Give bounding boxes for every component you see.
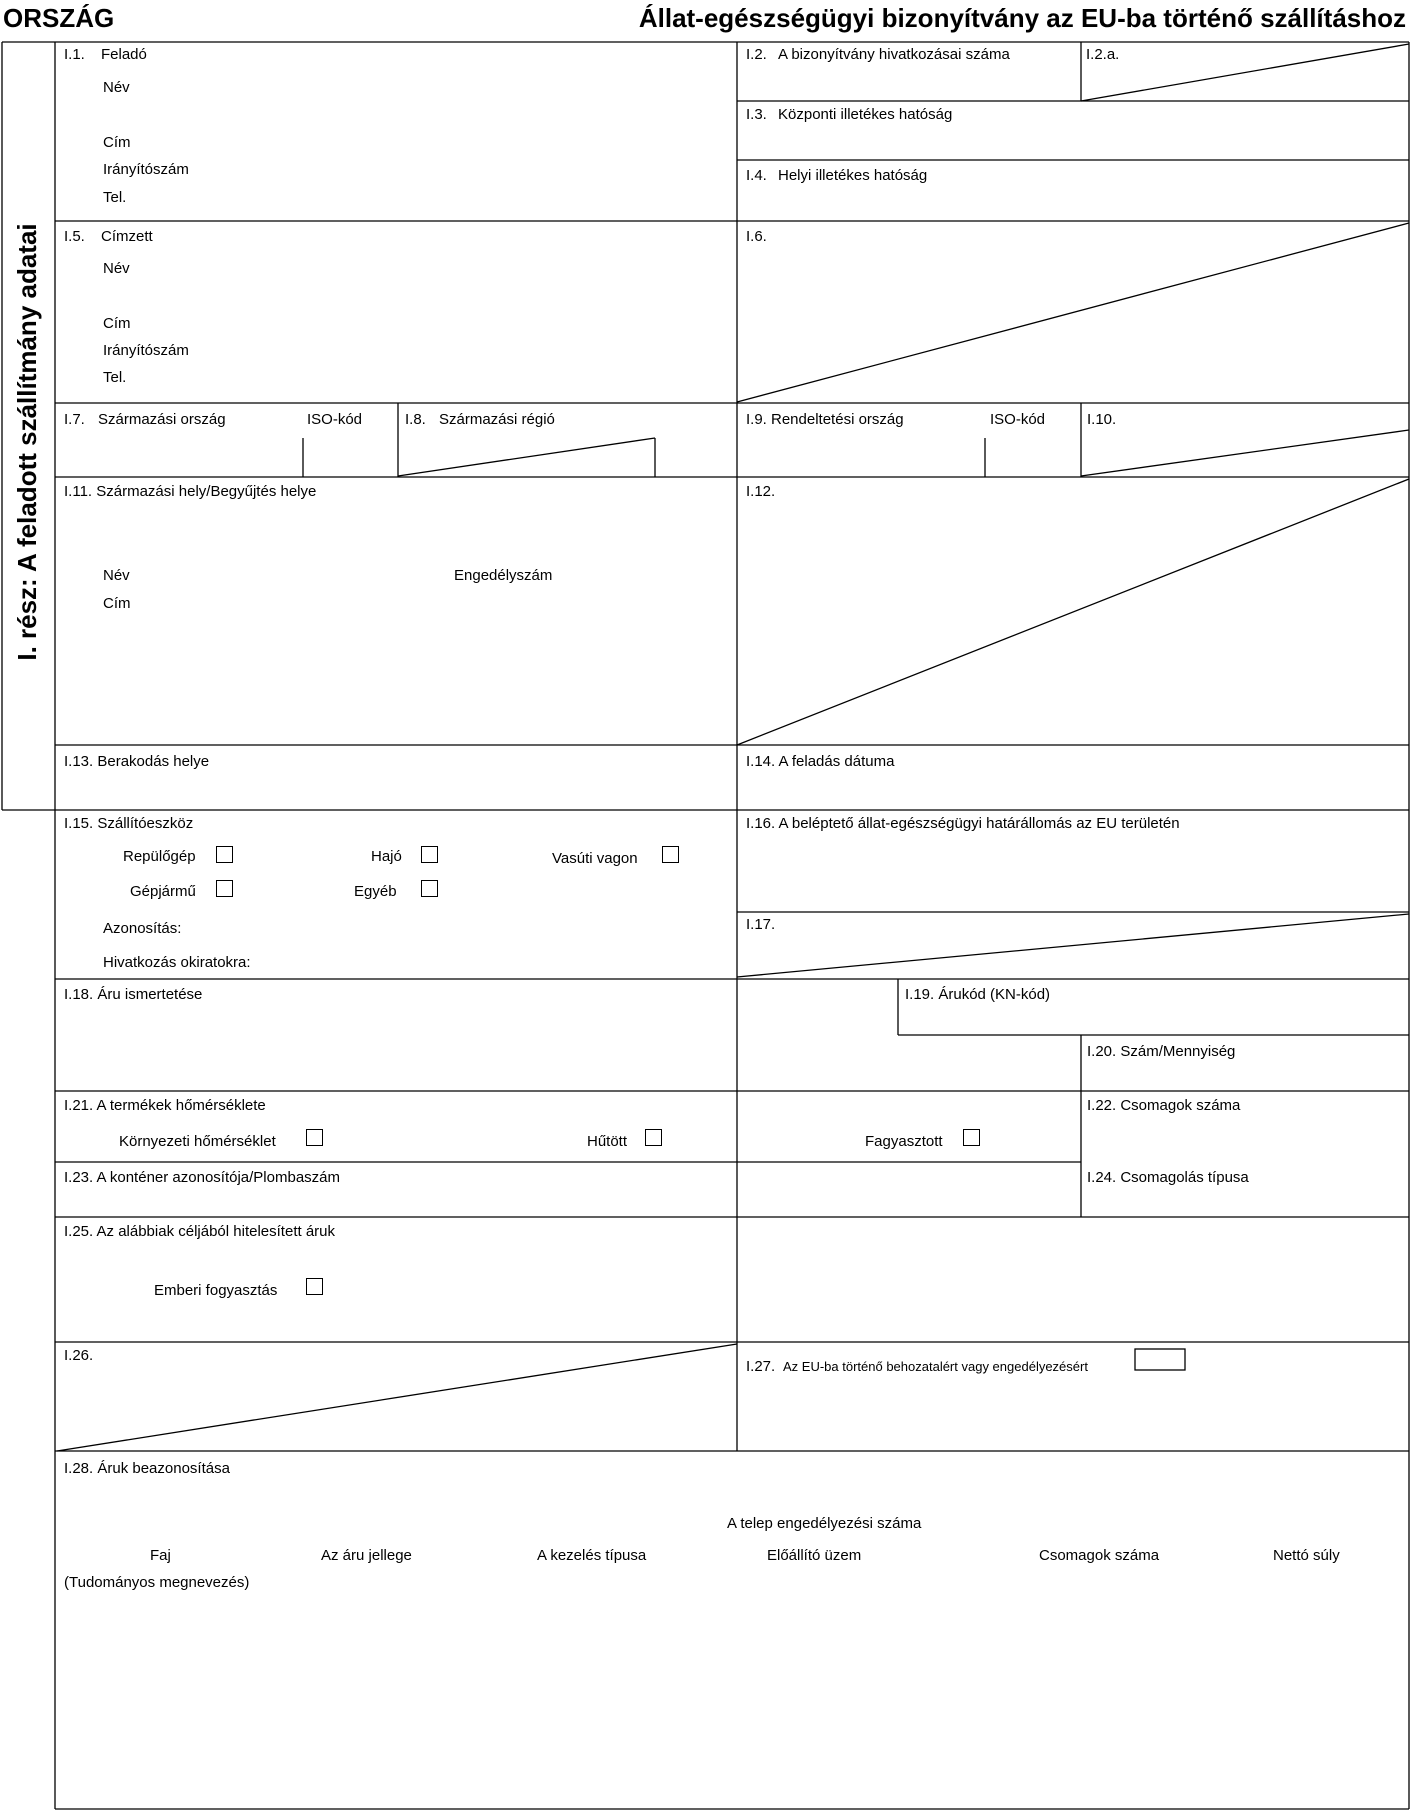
consignee-tel-label: Tel. (103, 369, 127, 386)
human-consumption-checkbox[interactable] (306, 1278, 323, 1295)
box-i28-title: I.28. Áruk beazonosítása (64, 1460, 230, 1477)
consignee-name-label: Név (103, 260, 130, 277)
certificate-title: Állat-egészségügyi bizonyítvány az EU-ba történő szállításhoz (638, 3, 1406, 33)
box-i8-number: I.8. (405, 411, 426, 428)
temp-ambient-checkbox[interactable] (306, 1129, 323, 1146)
origin-name-label: Név (103, 567, 130, 584)
box-i8-title: Származási régió (439, 411, 555, 428)
transport-road-label: Gépjármű (130, 883, 196, 900)
box-i17-number: I.17. (746, 916, 776, 933)
box-i2-number: I.2. (746, 46, 767, 63)
box-i7-iso-label: ISO-kód (307, 411, 363, 428)
country-heading: ORSZÁG (3, 3, 115, 33)
box-i20-title: I.20. Szám/Mennyiség (1087, 1043, 1236, 1060)
box-i27-checkbox[interactable] (1135, 1349, 1185, 1370)
temp-chilled-label: Hűtött (587, 1133, 628, 1150)
transport-airplane-label: Repülőgép (123, 848, 196, 865)
box-i13-title: I.13. Berakodás helye (64, 753, 210, 770)
box-i14-title: I.14. A feladás dátuma (746, 753, 895, 770)
transport-ship-label: Hajó (371, 848, 402, 865)
box-i1-title: Feladó (101, 46, 147, 63)
col-package-count: Csomagok száma (1039, 1547, 1160, 1564)
origin-license-label: Engedélyszám (454, 567, 553, 584)
consignor-address-label: Cím (103, 134, 131, 151)
transport-airplane-checkbox[interactable] (216, 846, 233, 863)
box-i6-number: I.6. (746, 228, 767, 245)
box-i15-title: I.15. Szállítóeszköz (64, 815, 194, 832)
temp-frozen-checkbox[interactable] (963, 1129, 980, 1146)
box-i27-number: I.27. (746, 1358, 776, 1375)
box-i27-text: Az EU-ba történő behozatalért vagy engedélyezésért (783, 1359, 1088, 1374)
side-section-label: I. rész: A feladott szállítmány adatai (12, 223, 42, 661)
box-i2a-number: I.2.a. (1086, 46, 1120, 63)
transport-other-checkbox[interactable] (421, 880, 438, 897)
consignee-zip-label: Irányítószám (103, 342, 189, 359)
box-i18-title: I.18. Áru ismertetése (64, 986, 203, 1003)
transport-ident-label: Azonosítás: (103, 920, 182, 937)
transport-other-label: Egyéb (354, 883, 397, 900)
box-i26-number: I.26. (64, 1347, 94, 1364)
box-i22-title: I.22. Csomagok száma (1087, 1097, 1241, 1114)
box-i10-number: I.10. (1087, 411, 1117, 428)
box-i5-number: I.5. (64, 228, 85, 245)
col-species-subtitle: (Tudományos megnevezés) (64, 1574, 250, 1591)
box-i4-title: Helyi illetékes hatóság (778, 167, 928, 184)
box-i7-number: I.7. (64, 411, 85, 428)
box-i16-title: I.16. A beléptető állat-egészségügyi határállomás az EU területén (746, 815, 1180, 832)
human-consumption-label: Emberi fogyasztás (154, 1282, 278, 1299)
box-i1-number: I.1. (64, 46, 85, 63)
consignor-name-label: Név (103, 79, 130, 96)
box-i11-title: I.11. Származási hely/Begyűjtés helye (64, 483, 317, 500)
consignor-tel-label: Tel. (103, 189, 127, 206)
box-i5-title: Címzett (101, 228, 153, 245)
box-i23-title: I.23. A konténer azonosítója/Plombaszám (64, 1169, 340, 1186)
col-treatment-type: A kezelés típusa (537, 1547, 647, 1564)
box-i19-title: I.19. Árukód (KN-kód) (905, 986, 1051, 1003)
col-commodity-nature: Az áru jellege (321, 1547, 412, 1564)
box-i4-number: I.4. (746, 167, 767, 184)
temp-ambient-label: Környezeti hőmérséklet (119, 1133, 276, 1150)
transport-rail-checkbox[interactable] (662, 846, 679, 863)
box-i3-title: Központi illetékes hatóság (778, 106, 953, 123)
temp-chilled-checkbox[interactable] (645, 1129, 662, 1146)
transport-docs-label: Hivatkozás okiratokra: (103, 954, 251, 971)
box-i24-title: I.24. Csomagolás típusa (1087, 1169, 1249, 1186)
box-i7-title: Származási ország (98, 411, 226, 428)
consignee-address-label: Cím (103, 315, 131, 332)
consignor-zip-label: Irányítószám (103, 161, 189, 178)
transport-rail-label: Vasúti vagon (552, 850, 638, 867)
box-i9-iso-label: ISO-kód (990, 411, 1046, 428)
box-i21-title: I.21. A termékek hőmérséklete (64, 1097, 266, 1114)
box-i2-title: A bizonyítvány hivatkozásai száma (778, 46, 1010, 63)
origin-address-label: Cím (103, 595, 131, 612)
box-i9-title: I.9. Rendeltetési ország (746, 411, 904, 428)
box-i12-number: I.12. (746, 483, 776, 500)
temp-frozen-label: Fagyasztott (865, 1133, 943, 1150)
col-species: Faj (150, 1547, 171, 1564)
col-manufacturing-plant: Előállító üzem (767, 1547, 862, 1564)
col-net-weight: Nettó súly (1273, 1547, 1340, 1564)
box-i3-number: I.3. (746, 106, 767, 123)
box-i25-title: I.25. Az alábbiak céljából hitelesített áruk (64, 1223, 335, 1240)
plant-approval-header: A telep engedélyezési száma (727, 1515, 922, 1532)
transport-road-checkbox[interactable] (216, 880, 233, 897)
transport-ship-checkbox[interactable] (421, 846, 438, 863)
